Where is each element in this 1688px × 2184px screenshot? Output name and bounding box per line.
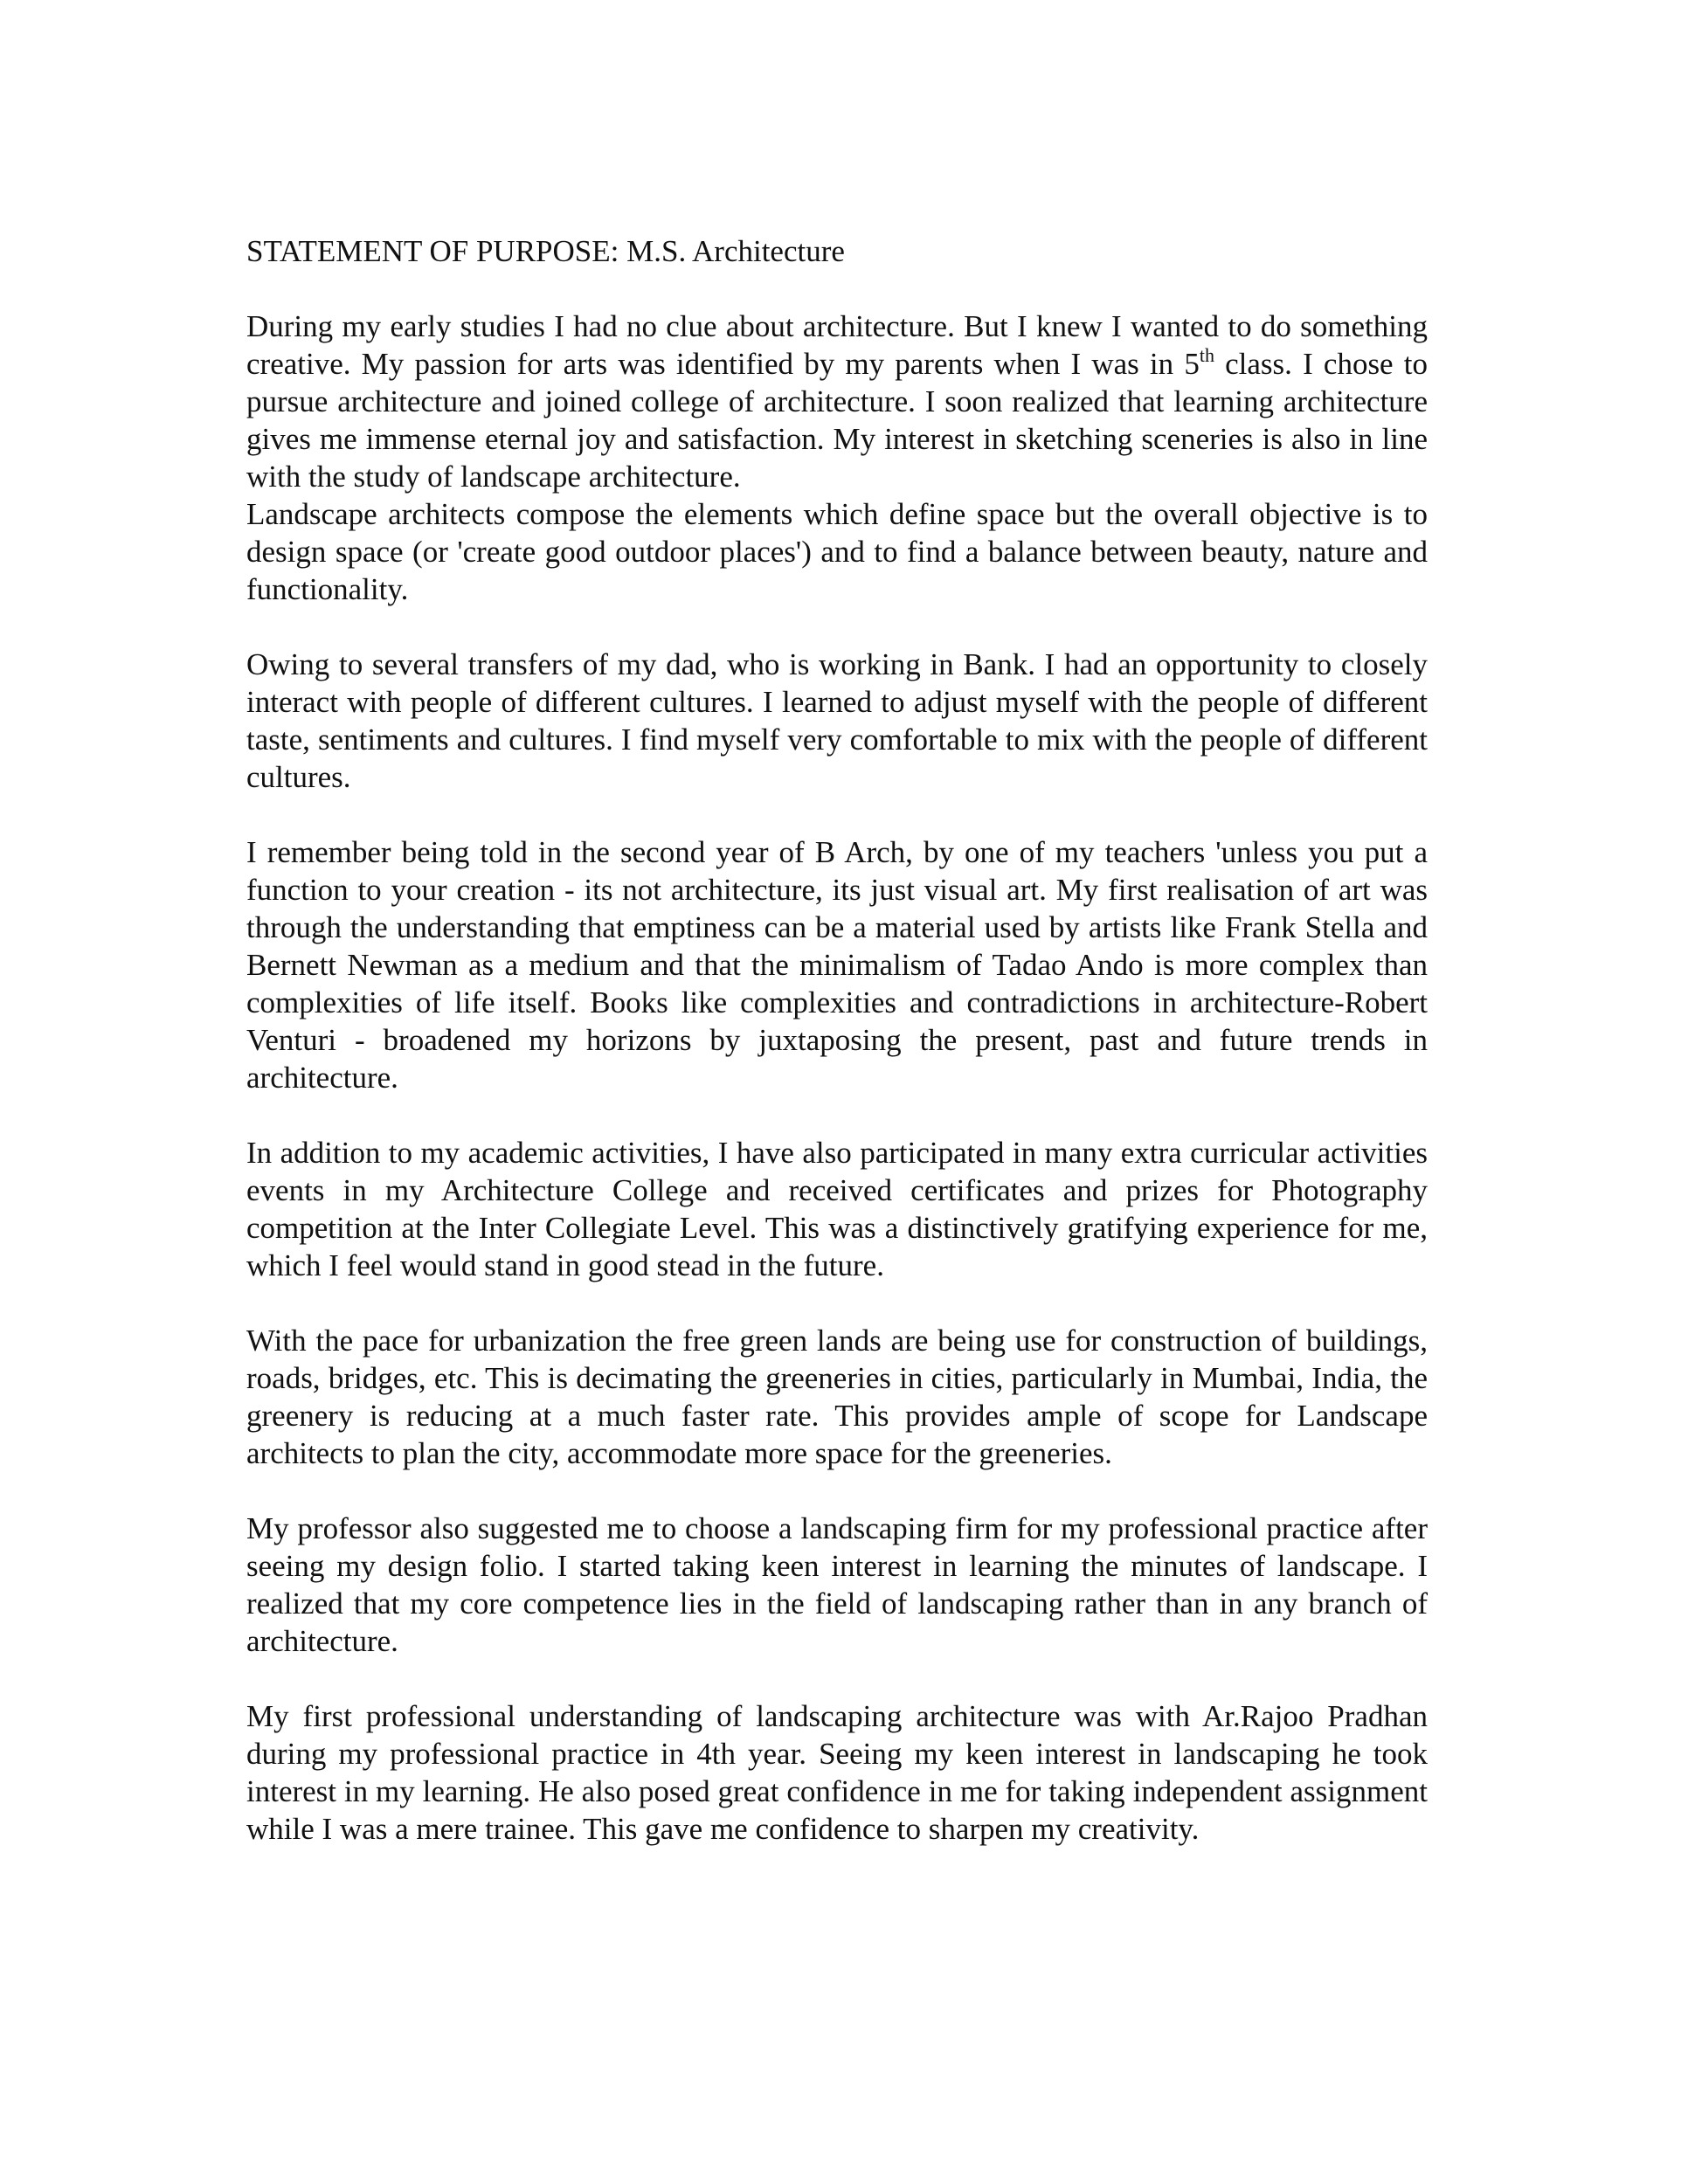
document-title: STATEMENT OF PURPOSE: M.S. Architecture bbox=[246, 234, 845, 268]
paragraph-text: During my early studies I had no clue about architecture. But I knew I wanted to do something creative. My passion for arts was identified by my parents when I was in 5 bbox=[246, 309, 1428, 381]
paragraph-urbanization: With the pace for urbanization the free green lands are being use for construction of buildings, roads, bridges, etc. This is decimating the greeneries in cities, particularly in Mumbai, India, the greenery is reducing at a much faster rate. This provides ample of scope for Landscape architects to plan the city, accommodate more space for the greeneries. bbox=[246, 1324, 1428, 1470]
paragraph-text: class. I chose to pursue architecture and joined college of architecture. I soon realized that learning architecture gives me immense eternal joy and satisfaction. My interest in sketching sceneries is also in line with the study of landscape architecture. bbox=[246, 347, 1428, 494]
paragraph-transfers: Owing to several transfers of my dad, who is working in Bank. I had an opportunity to closely interact with people of different cultures. I learned to adjust myself with the people of different taste, sentiments and cultures. I find myself very comfortable to mix with the people of different cultures. bbox=[246, 647, 1428, 794]
paragraph-b-arch: I remember being told in the second year of B Arch, by one of my teachers 'unless you put a function to your creation - its not architecture, its just visual art. My first realisation of art was through the understanding that emptiness can be a material used by artists like Frank Stella and Bernett Newman as a medium and that the minimalism of Tadao Ando is more complex than complexities of life itself. Books like complexities and contradictions in architecture-Robert Venturi - broadened my horizons by juxtaposing the present, past and future trends in architecture. bbox=[246, 835, 1428, 1095]
document-page bbox=[246, 232, 1428, 1848]
paragraph-professor: My professor also suggested me to choose a landscaping firm for my professional practice after seeing my design folio. I started taking keen interest in learning the minutes of landscape. I realized that my core competence lies in the field of landscaping rather than in any branch of architecture. bbox=[246, 1511, 1428, 1658]
paragraph-landscape-architects: Landscape architects compose the elements which define space but the overall objective is to design space (or 'create good outdoor places') and to find a balance between beauty, nature and functionality. bbox=[246, 497, 1428, 606]
ordinal-superscript: th bbox=[1199, 344, 1214, 366]
paragraph-professional-practice: My first professional understanding of landscaping architecture was with Ar.Rajoo Pradhan during my professional practice in 4th year. Seeing my keen interest in landscaping he took interest in my learning. He also posed great confidence in me for taking independent assignment while I was a mere trainee. This gave me confidence to sharpen my creativity. bbox=[246, 1699, 1428, 1846]
paragraph-early-studies bbox=[246, 308, 1428, 495]
paragraph-extracurricular: In addition to my academic activities, I have also participated in many extra curricular activities events in my Architecture College and received certificates and prizes for Photography competition at the Inter Collegiate Level. This was a distinctively gratifying experience for me, which I feel would stand in good stead in the future. bbox=[246, 1136, 1428, 1282]
